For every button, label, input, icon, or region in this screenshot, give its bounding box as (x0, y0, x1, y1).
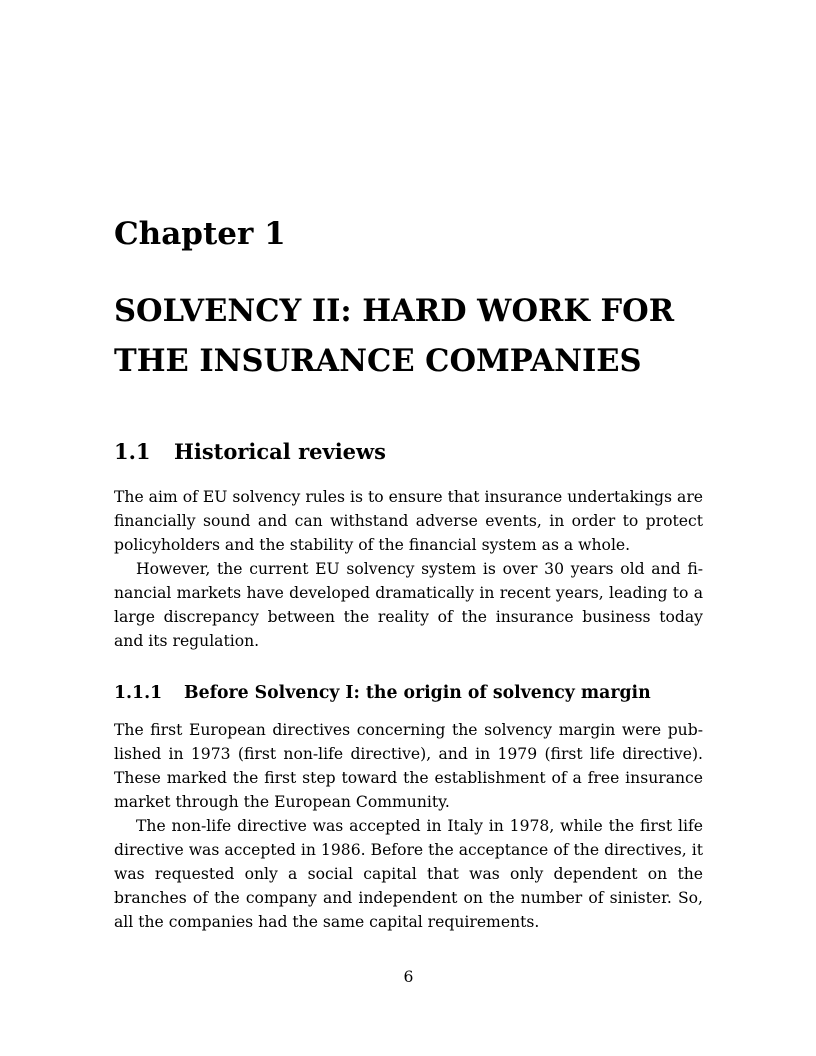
chapter-title-line-2: THE INSURANCE COMPANIES (114, 343, 642, 379)
section-title: Historical reviews (174, 439, 386, 464)
chapter-label: Chapter 1 (114, 216, 286, 252)
section-body (114, 485, 703, 653)
subsection-body (114, 718, 703, 934)
section-paragraph-2: However, the current EU solvency system is over 30 years old and financial markets have developed dramatically in recent years, leading to a large discrepancy between the reality of the insurance business today and its regulation. (114, 560, 703, 650)
section-heading (114, 438, 386, 466)
page-number: 6 (403, 968, 414, 986)
section-paragraph-1: The aim of EU solvency rules is to ensure that insurance undertakings are financially sound and can withstand adverse events, in order to protect policyholders and the stability of the financial system as a whole. (114, 488, 703, 554)
chapter-title (114, 286, 734, 386)
subsection-number: 1.1.1 (114, 683, 163, 703)
subsection-paragraph-2: The non-life directive was accepted in Italy in 1978, while the first life directive was accepted in 1986. Before the acceptance of the directives, it was requested only a social capital that was only dependent on the branches of the company and independent on the number of sinister. So, all the companies had the same capital requirements. (114, 817, 703, 931)
subsection-heading (114, 681, 651, 705)
section-number: 1.1 (114, 439, 151, 464)
subsection-paragraph-1: The first European directives concerning the solvency margin were published in 1973 (first non-life directive), and in 1979 (first life directive). These marked the first step toward the establishment of a free insurance market through the European Community. (114, 721, 703, 811)
chapter-title-line-1: SOLVENCY II: HARD WORK FOR (114, 293, 675, 329)
subsection-title: Before Solvency I: the origin of solvency margin (184, 683, 651, 703)
